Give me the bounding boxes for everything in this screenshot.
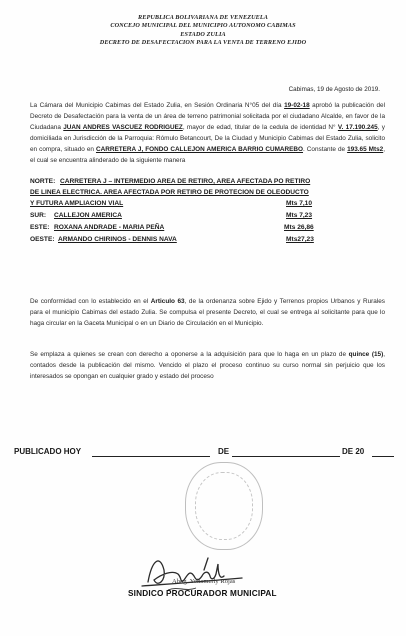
boundary-south — [30, 212, 122, 219]
property-location: CARRETERA J, FONDO CALLEJON AMERICA BARRIO CUMAREBO — [95, 146, 304, 153]
boundary-east — [30, 224, 164, 231]
north-label: NORTE: — [30, 178, 56, 185]
para3-text-1: Se emplaza a quienes se crean con derecho a oponerse a la adquisición para que lo haga en un plazo de — [30, 351, 349, 358]
boundary-north-cont2 — [30, 200, 123, 207]
north-line-3: Y FUTURA AMPLIACION VIAL — [30, 200, 124, 207]
intro-text-6: , el cual se encuentra alinderado de la siguiente manera — [30, 146, 385, 164]
west-measure: Mts27,23 — [286, 236, 314, 243]
article-ref: Articulo 63 — [150, 298, 185, 305]
north-line-2: DE LINEA ELECTRICA. AREA AFECTADA POR RETIRO DE PROTECION DE OLEODUCTO — [30, 189, 309, 196]
published-de-1: DE — [218, 447, 230, 456]
boundary-west — [30, 236, 177, 243]
para3-text-2: , contados desde la publicación del mismo. Vencido el plazo el proceso continuo su curso normal sin perjuicio que los interesados se opongan en cualquier grado y estado del proceso — [30, 351, 385, 380]
intro-paragraph — [30, 100, 385, 166]
session-date: 19-02-18 — [284, 102, 310, 109]
signer-title: SINDICO PROCURADOR MUNICIPAL — [128, 589, 277, 598]
south-value: CALLEJON AMERICA — [54, 212, 122, 219]
intro-text-3: , mayor de edad, titular de la cedula de identidad N° — [182, 124, 338, 131]
property-area: 193.65 Mts2 — [347, 146, 384, 153]
applicant-name: JUAN ANDRES VASCUEZ RODRIGUEZ — [63, 124, 183, 131]
published-de-2: DE 20 — [342, 447, 365, 456]
west-value: ARMANDO CHIRINOS - DENNIS NAVA — [58, 236, 177, 243]
header-decree-title: DECRETO DE DESAFECTACION PARA LA VENTA DE TERRENO EJIDO — [99, 39, 307, 47]
official-seal-stamp — [185, 462, 263, 550]
boundary-north-cont — [30, 189, 309, 196]
published-month-blank — [232, 456, 340, 457]
north-measure: Mts 7,10 — [286, 200, 313, 207]
intro-text-2: aprobó la publicación del Decreto de Desafectación para la venta de un área de terreno patrimonial solicitada por el ciudadano Alcalde, en favor de la Ciudadana — [30, 102, 385, 131]
east-measure: Mts 26,86 — [284, 224, 314, 231]
header-republic: REPUBLICA BOLIVARIANA DE VENEZUELA — [138, 14, 268, 21]
published-day-blank — [92, 456, 210, 457]
east-value: ROXANA ANDRADE - MARIA PEÑA — [54, 224, 165, 231]
published-year-blank — [372, 456, 394, 457]
north-line-1: CARRETERA J – INTERMEDIO AREA DE RETIRO, AREA AFECTADA PO RETIRO — [60, 178, 311, 185]
south-label: SUR: — [30, 212, 47, 219]
south-measure: Mts 7,23 — [286, 212, 313, 219]
publication-line — [14, 447, 365, 461]
signer-name: Abog. Yohamerly Rojas — [172, 578, 236, 585]
days-term: quince (15) — [348, 351, 384, 358]
seal-inner-ring — [195, 472, 253, 540]
dateline: Cabimas, 19 de Agosto de 2019. — [288, 86, 380, 93]
intro-text-4: , y domiciliada en Jurisdicción de la Parroquia: Rómulo Betancourt, De la Ciudad y Municipio Cabimas del Estado Zulia, solicito en compra, situado en — [30, 124, 385, 153]
east-label: ESTE: — [30, 224, 50, 231]
intro-text-5: . Constante de — [303, 146, 348, 153]
legal-basis-paragraph — [30, 296, 385, 329]
document-header — [0, 14, 406, 48]
para2-text-1: De conformidad con lo establecido en el — [30, 298, 151, 305]
published-label: PUBLICADO HOY — [14, 447, 82, 456]
west-label: OESTE: — [30, 236, 55, 243]
id-number: V. 17.190.245 — [337, 124, 378, 131]
para2-text-2: , de la ordenanza sobre Ejido y Terrenos propios Urbanos y Rurales para el municipio Cabimas del estado Zulia. Se compulsa el presente Decreto, el cual se entrega al solicitante para que lo haga circular en la Gaceta Municipal o en un Diario de Circulación en el Municipio. — [30, 298, 385, 327]
boundary-north — [30, 178, 310, 185]
summons-paragraph — [30, 349, 385, 382]
intro-text-1: La Cámara del Municipio Cabimas del Estado Zulia, en Sesión Ordinaria N°05 del día — [30, 102, 285, 109]
header-state: ESTADO ZULIA — [180, 30, 226, 38]
header-council: CONCEJO MUNICIPAL DEL MUNICIPIO AUTONOMO CABIMAS — [110, 22, 296, 30]
